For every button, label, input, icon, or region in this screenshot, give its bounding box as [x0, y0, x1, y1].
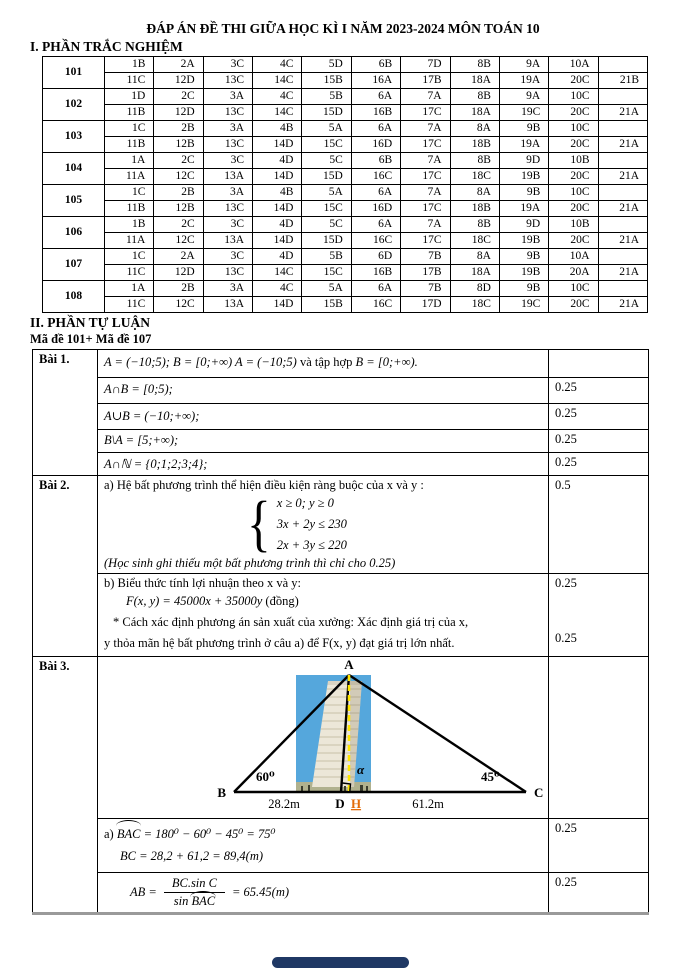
mc-answer-cell: 5A [302, 121, 351, 137]
mc-answer-cell: 14D [253, 233, 302, 249]
mc-answer-cell: 1C [105, 185, 154, 201]
mc-answer-cell: 8A [450, 121, 499, 137]
mc-answer-cell: 1C [105, 249, 154, 265]
mc-answer-cell: 11B [105, 201, 154, 217]
mc-answer-cell [598, 153, 647, 169]
mc-answer-cell: 21A [598, 201, 647, 217]
mc-answer-cell: 5B [302, 249, 351, 265]
mc-answer-cell: 3A [203, 89, 252, 105]
mc-answer-cell: 8A [450, 185, 499, 201]
mc-answer-cell: 12C [154, 297, 203, 313]
mc-answer-cell: 4C [253, 57, 302, 73]
mc-answer-cell: 18C [450, 297, 499, 313]
bai2-b-intro: b) Biểu thức tính lợi nhuận theo x và y: [104, 576, 302, 590]
mc-answer-cell: 12C [154, 233, 203, 249]
mc-answer-cell: 7A [401, 217, 450, 233]
mc-answer-cell: 2B [154, 281, 203, 297]
mc-answer-cell: 12B [154, 201, 203, 217]
mc-answer-cell: 15D [302, 233, 351, 249]
fraction-denominator-sin: sin [173, 894, 192, 908]
mc-answer-cell: 3C [203, 217, 252, 233]
mc-answer-cell: 6A [351, 281, 400, 297]
mc-answer-cell: 1D [105, 89, 154, 105]
score-cell: 0.25 [549, 873, 649, 914]
mc-answer-cell: 10C [549, 121, 598, 137]
mc-answer-cell: 4B [253, 121, 302, 137]
mc-answer-cell: 8B [450, 57, 499, 73]
fraction [164, 876, 225, 909]
mc-answer-cell: 17C [401, 137, 450, 153]
mc-answer-cell: 20C [549, 201, 598, 217]
mc-code-cell: 101 [43, 57, 105, 89]
mc-answer-cell: 15C [302, 201, 351, 217]
mc-answer-cell: 8B [450, 217, 499, 233]
mc-answer-cell: 16D [351, 137, 400, 153]
inequality-system [244, 490, 542, 559]
mc-answer-cell: 20C [549, 73, 598, 89]
bai1-formula-row: A∩ℕ = {0;1;2;3;4}; [98, 453, 549, 476]
mc-answer-cell: 8B [450, 153, 499, 169]
mc-answer-cell: 21A [598, 233, 647, 249]
bai2-b-note2: y thỏa mãn hệ bất phương trình ở câu a) để F(x, y) đạt giá trị lớn nhất. [104, 636, 455, 650]
bai3-label: Bài 3. [33, 657, 98, 914]
bai3-a-line1: = 180⁰ − 60⁰ − 45⁰ = 75⁰ [140, 827, 276, 841]
mc-answer-cell: 11A [105, 169, 154, 185]
bai1-label: Bài 1. [33, 350, 98, 476]
mc-answer-cell: 15B [302, 297, 351, 313]
mc-answer-cell: 6A [351, 121, 400, 137]
bai1-given-row [98, 350, 549, 378]
mc-answer-cell: 14D [253, 201, 302, 217]
mc-answer-cell: 12D [154, 73, 203, 89]
mc-answer-cell [598, 89, 647, 105]
essay-answer-table [32, 349, 649, 915]
mc-answer-cell: 19A [499, 137, 548, 153]
mc-answer-cell: 7B [401, 249, 450, 265]
mc-answer-cell: 21A [598, 169, 647, 185]
mc-answer-cell: 11C [105, 297, 154, 313]
mc-answer-cell: 20C [549, 169, 598, 185]
mc-answer-cell: 15C [302, 265, 351, 281]
bai3-a-prefix: a) [104, 827, 117, 841]
mc-code-cell: 108 [43, 281, 105, 313]
mc-answer-cell: 3A [203, 281, 252, 297]
mc-answer-cell: 17C [401, 233, 450, 249]
mc-answer-cell: 10C [549, 185, 598, 201]
mc-answer-cell: 19C [499, 105, 548, 121]
mc-answer-cell: 1A [105, 281, 154, 297]
mc-answer-cell: 13C [203, 201, 252, 217]
mc-answer-cell: 9B [499, 281, 548, 297]
mc-answer-cell: 3C [203, 249, 252, 265]
mc-answer-cell: 14C [253, 265, 302, 281]
mc-answer-cell: 13A [203, 169, 252, 185]
bai2-part-a [98, 476, 549, 574]
score-cell: 0.25 [549, 378, 649, 404]
mc-answer-cell: 7A [401, 121, 450, 137]
mc-answer-cell: 21A [598, 265, 647, 281]
mc-answer-cell: 2A [154, 249, 203, 265]
mc-answer-cell: 20C [549, 233, 598, 249]
mc-answer-cell: 5A [302, 185, 351, 201]
bai1-formula-row: B\A = [5;+∞); [98, 430, 549, 453]
mc-answer-cell: 6B [351, 153, 400, 169]
bai1-formula-row: A∪B = (−10;+∞); [98, 404, 549, 430]
bai1-given-math2: B = [0;+∞). [355, 355, 418, 369]
fraction-denominator-arc: BAC [191, 894, 216, 908]
mc-answer-cell: 18B [450, 201, 499, 217]
mc-answer-cell: 18A [450, 105, 499, 121]
mc-answer-cell: 16C [351, 233, 400, 249]
mc-answer-cell: 1A [105, 153, 154, 169]
mc-answer-cell: 15B [302, 73, 351, 89]
score-cell: 0.25 [549, 453, 649, 476]
system-line: x ≥ 0; y ≥ 0 [276, 496, 334, 510]
mc-answer-cell: 17C [401, 105, 450, 121]
mc-answer-cell: 3A [203, 121, 252, 137]
mc-answer-cell: 12D [154, 105, 203, 121]
mc-answer-cell: 7B [401, 281, 450, 297]
system-line: 3x + 2y ≤ 230 [276, 517, 347, 531]
mc-answer-cell: 9B [499, 121, 548, 137]
mc-answer-cell: 11A [105, 233, 154, 249]
bai1-formula-row: A∩B = [0;5); [98, 378, 549, 404]
mc-answer-cell: 5B [302, 89, 351, 105]
mc-answer-cell: 2C [154, 89, 203, 105]
mc-code-cell: 107 [43, 249, 105, 281]
mc-answer-cell: 15D [302, 169, 351, 185]
mc-answer-cell: 16B [351, 265, 400, 281]
angle-c-label: 45⁰ [481, 769, 500, 784]
mc-answer-cell [598, 57, 647, 73]
mc-answer-cell: 2C [154, 153, 203, 169]
mc-answer-cell: 14D [253, 137, 302, 153]
mc-answer-cell: 14C [253, 73, 302, 89]
bai3-a-line2: BC = 28,2 + 61,2 = 89,4(m) [120, 849, 264, 863]
mc-answer-cell: 6A [351, 89, 400, 105]
mc-answer-cell: 6B [351, 57, 400, 73]
score-cell [549, 657, 649, 819]
mc-answer-cell: 16A [351, 73, 400, 89]
mc-answer-cell: 3C [203, 57, 252, 73]
bai3-b-lhs: AB = [130, 885, 157, 899]
mc-answer-cell: 10B [549, 153, 598, 169]
mc-answer-cell: 19A [499, 201, 548, 217]
mc-answer-cell: 10A [549, 57, 598, 73]
mc-answer-cell: 6A [351, 217, 400, 233]
mc-answer-cell: 16C [351, 297, 400, 313]
mc-answer-cell [598, 249, 647, 265]
segment-hc-length: 61.2m [412, 797, 444, 811]
point-d-label: D [335, 796, 345, 811]
system-line: 2x + 3y ≤ 220 [276, 538, 347, 552]
score-cell: 0.25 [549, 819, 649, 873]
pisa-tower-triangle-diagram [98, 659, 549, 814]
mc-answer-cell: 17B [401, 265, 450, 281]
mc-answer-cell: 17C [401, 201, 450, 217]
mc-code-cell: 103 [43, 121, 105, 153]
mc-answer-cell: 4B [253, 185, 302, 201]
mc-answer-cell: 2C [154, 217, 203, 233]
angle-bac-arc: BAC [117, 823, 141, 845]
score-cell: 0.5 [549, 476, 649, 574]
mc-answer-cell: 12C [154, 169, 203, 185]
mc-answer-cell: 7D [401, 57, 450, 73]
section2-heading: II. PHẦN TỰ LUẬN [30, 315, 151, 330]
scroll-thumb[interactable] [272, 957, 409, 968]
mc-answer-cell: 9A [499, 57, 548, 73]
mc-answer-cell: 10C [549, 281, 598, 297]
mc-answer-cell: 6D [351, 249, 400, 265]
mc-answer-cell: 4C [253, 89, 302, 105]
mc-answer-cell: 20C [549, 297, 598, 313]
score-cell: 0.25 [549, 430, 649, 453]
score-cell [549, 350, 649, 378]
mc-answer-cell: 16B [351, 105, 400, 121]
bai3-diagram-cell [98, 657, 549, 819]
mc-answer-cell: 6A [351, 185, 400, 201]
bai1-given-math1: A = (−10;5); B = [0;+∞) A = (−10;5) [104, 355, 297, 369]
mc-answer-cell: 8B [450, 89, 499, 105]
bai2-label: Bài 2. [33, 476, 98, 657]
mc-answer-cell: 18C [450, 169, 499, 185]
mc-answer-cell: 9D [499, 153, 548, 169]
mc-code-cell: 104 [43, 153, 105, 185]
page-title: ĐÁP ÁN ĐỀ THI GIỮA HỌC KÌ I NĂM 2023-2024 MÔN TOÁN 10 [146, 21, 540, 36]
alpha-label: α [357, 762, 365, 777]
mc-answer-cell: 21A [598, 297, 647, 313]
mc-code-cell: 106 [43, 217, 105, 249]
mc-answer-cell: 5D [302, 57, 351, 73]
mc-answer-cell: 9B [499, 249, 548, 265]
mc-answer-cell: 21A [598, 137, 647, 153]
mc-answer-cell: 13C [203, 265, 252, 281]
mc-answer-cell: 2A [154, 57, 203, 73]
mc-answer-cell: 20A [549, 265, 598, 281]
mc-answer-cell: 19A [499, 73, 548, 89]
mc-answer-cell: 13C [203, 73, 252, 89]
mc-answer-cell: 19B [499, 265, 548, 281]
mc-answer-cell: 11B [105, 137, 154, 153]
bai2-a-note: (Học sinh ghi thiếu một bất phương trình thì chỉ cho 0.25) [104, 556, 396, 570]
mc-answer-cell: 4D [253, 153, 302, 169]
mc-answer-cell: 15C [302, 137, 351, 153]
mc-code-cell: 105 [43, 185, 105, 217]
score-cell [549, 574, 649, 657]
mc-answer-cell: 9A [499, 89, 548, 105]
mc-answer-cell: 14D [253, 297, 302, 313]
mc-answer-cell: 1C [105, 121, 154, 137]
mc-answer-cell [598, 121, 647, 137]
mc-answer-cell: 17C [401, 169, 450, 185]
mc-answer-cell: 16C [351, 169, 400, 185]
mc-answer-cell: 18B [450, 137, 499, 153]
mc-answer-cell: 11B [105, 105, 154, 121]
fraction-numerator: BC.sin C [164, 876, 225, 893]
mc-answer-cell: 14C [253, 105, 302, 121]
mc-answer-cell: 7A [401, 153, 450, 169]
mc-answer-cell: 10A [549, 249, 598, 265]
bai2-b-note1: * Cách xác định phương án sản xuất của xưởng: Xác định giá trị của x, [113, 615, 469, 629]
score-value: 0.25 [555, 631, 577, 645]
mc-answer-cell: 9D [499, 217, 548, 233]
mc-answer-cell [598, 281, 647, 297]
mc-answer-cell: 5C [302, 217, 351, 233]
mc-answer-cell: 12D [154, 265, 203, 281]
mc-answer-cell: 5A [302, 281, 351, 297]
score-value: 0.25 [555, 576, 577, 590]
mc-answer-cell: 4D [253, 217, 302, 233]
mc-answer-cell: 1B [105, 217, 154, 233]
mc-answer-cell: 7A [401, 89, 450, 105]
mc-code-cell: 102 [43, 89, 105, 121]
mc-answer-cell: 19B [499, 169, 548, 185]
mc-answer-cell: 1B [105, 57, 154, 73]
vertex-a-label: A [344, 659, 354, 672]
mc-answer-cell: 4D [253, 249, 302, 265]
mc-answer-cell: 11C [105, 73, 154, 89]
segment-bd-length: 28.2m [268, 797, 300, 811]
mc-answer-cell: 11C [105, 265, 154, 281]
mc-answer-cell: 18A [450, 73, 499, 89]
mc-answer-cell: 5C [302, 153, 351, 169]
mc-answer-cell: 21A [598, 105, 647, 121]
bai2-a-intro: a) Hệ bất phương trình thể hiện điều kiện ràng buộc của x và y : [104, 478, 424, 492]
mc-answer-cell: 10C [549, 89, 598, 105]
score-cell: 0.25 [549, 404, 649, 430]
mc-answer-cell: 10B [549, 217, 598, 233]
mc-answer-cell: 3A [203, 185, 252, 201]
bai3-b-rhs: = 65.45(m) [232, 885, 290, 899]
mc-answer-cell: 17B [401, 73, 450, 89]
mc-answer-cell: 20C [549, 105, 598, 121]
mc-answer-cell: 19B [499, 233, 548, 249]
mc-answer-cell: 18C [450, 233, 499, 249]
mc-table-body [43, 57, 648, 313]
mc-answer-cell: 16D [351, 201, 400, 217]
mc-answer-cell: 21B [598, 73, 647, 89]
mc-answer-cell: 17D [401, 297, 450, 313]
mc-answer-cell: 18A [450, 265, 499, 281]
bai2-b-formula-unit: (đồng) [262, 594, 299, 608]
mc-answer-cell: 9B [499, 185, 548, 201]
mc-answer-cell: 2B [154, 185, 203, 201]
bai2-part-b [98, 574, 549, 657]
mc-answer-cell: 8D [450, 281, 499, 297]
mc-answer-cell: 19C [499, 297, 548, 313]
mc-answer-cell: 4C [253, 281, 302, 297]
mc-answer-cell: 13C [203, 137, 252, 153]
point-h-label: H [350, 796, 362, 811]
vertex-b-label: B [217, 785, 226, 800]
mc-answer-cell: 3C [203, 153, 252, 169]
angle-b-label: 60⁰ [256, 769, 275, 784]
bai1-given-text: và tập hợp [296, 355, 356, 369]
mc-answer-cell: 13A [203, 233, 252, 249]
exam-codes-line: Mã đề 101+ Mã đề 107 [30, 332, 152, 346]
system-brace: { [246, 490, 271, 559]
bai3-part-b [98, 873, 549, 914]
mc-answer-cell: 20C [549, 137, 598, 153]
multiple-choice-answer-table [42, 56, 648, 313]
mc-answer-cell: 13A [203, 297, 252, 313]
mc-answer-cell: 14D [253, 169, 302, 185]
mc-answer-cell: 2B [154, 121, 203, 137]
section1-heading: I. PHẦN TRẮC NGHIỆM [30, 39, 183, 54]
bai2-b-formula: F(x, y) = 45000x + 35000y [126, 594, 263, 608]
bai3-part-a [98, 819, 549, 873]
mc-answer-cell: 8A [450, 249, 499, 265]
mc-answer-cell [598, 185, 647, 201]
vertex-c-label: C [534, 785, 544, 800]
mc-answer-cell [598, 217, 647, 233]
mc-answer-cell: 12B [154, 137, 203, 153]
mc-answer-cell: 15D [302, 105, 351, 121]
mc-answer-cell: 13C [203, 105, 252, 121]
mc-answer-cell: 7A [401, 185, 450, 201]
